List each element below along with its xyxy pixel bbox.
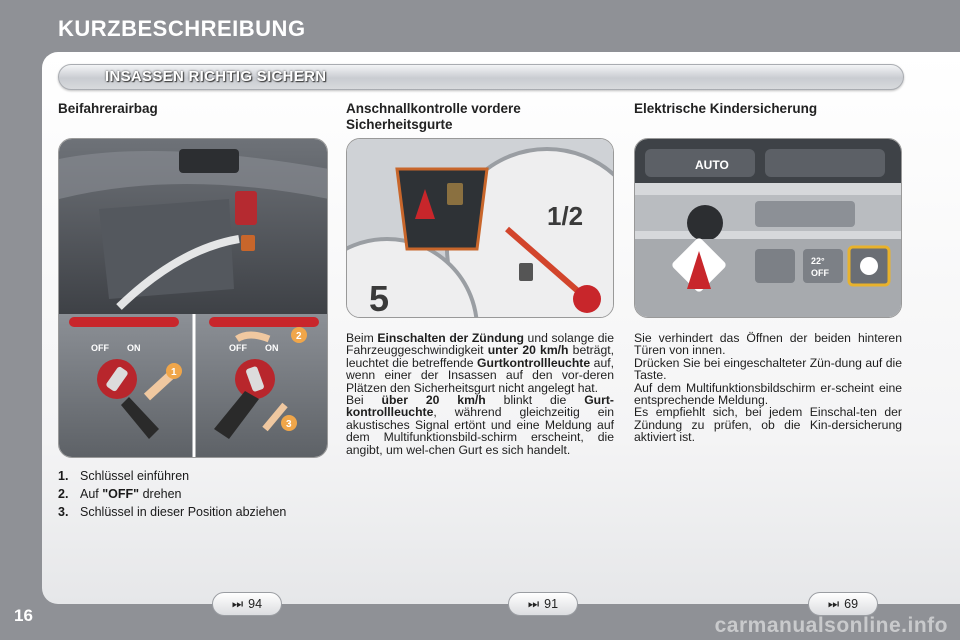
child-lock-photo (634, 138, 902, 318)
seatbelt-heading: Anschnallkontrolle vordere Sicherheitsgurte (346, 101, 521, 132)
switch-off-label-2: OFF (229, 343, 247, 353)
volume-knob (687, 205, 723, 241)
page-header-title: KURZBESCHREIBUNG (58, 16, 306, 41)
watermark: carmanualsonline.info (714, 614, 948, 637)
callout-1-label: 1 (171, 367, 177, 378)
step-3: 3. Schlüssel in dieser Position abziehen (58, 505, 287, 519)
seatbelt-text (346, 332, 614, 456)
auto-label: AUTO (695, 158, 729, 172)
skip-forward-icon: ⏭ (827, 596, 840, 611)
instrument-cluster-illustration (347, 139, 614, 318)
page-ref-91[interactable]: ⏭ 91 (508, 592, 578, 616)
airbag-illustration (59, 139, 328, 458)
page-number: 16 (14, 606, 33, 625)
skip-forward-icon: ⏭ (231, 596, 244, 611)
child-lock-paragraph-1: Sie verhindert das Öffnen der beiden hinteren Türen von innen. (634, 331, 902, 358)
child-lock-paragraph-3: Auf dem Multifunktionsbildschirm er-scheint eine entsprechende Meldung. (634, 380, 902, 408)
switch-on-label-2: ON (265, 343, 279, 353)
airbag-heading: Beifahrerairbag (58, 101, 158, 116)
seatbelt-paragraph-1: Beim Einschalten der Zündung und solange die Fahrzeuggeschwindigkeit unter 20 km/h beträgt, leuchtet die betreffende Gurtkontrollleuchte auf, wenn einer der Insassen auf den vor-deren Plätzen den Sicherheitsgurt nicht angelegt hat. (346, 331, 615, 395)
airbag-photo (58, 138, 328, 458)
callout-2-label: 2 (296, 331, 302, 342)
switch-off-label-1: OFF (91, 343, 109, 353)
gauge-five-label: 5 (369, 278, 390, 318)
page-ref-69[interactable]: ⏭ 69 (808, 592, 878, 616)
step-2: 2. Auf "OFF" drehen (58, 487, 182, 501)
callout-3-label: 3 (286, 419, 292, 430)
child-lock-paragraph-2: Drücken Sie bei eingeschalteter Zün-dung auf die Taste. (634, 355, 902, 383)
warning-panel (397, 169, 487, 249)
section-banner (58, 64, 904, 90)
seatbelt-photo (346, 138, 614, 318)
skip-forward-icon: ⏭ (527, 596, 540, 611)
airbag-warning-icon (235, 191, 257, 225)
step-1: 1. Schlüssel einführen (58, 469, 190, 483)
child-lock-heading: Elektrische Kindersicherung (634, 101, 818, 116)
section-title: INSASSEN RICHTIG SICHERN (105, 68, 327, 85)
switch-on-label-1: ON (127, 343, 141, 353)
seatbelt-paragraph-2: Bei über 20 km/h blinkt die Gurt-kontrollleuchte, während gleichzeitig ein akustisches Signal ertönt und eine Meldung auf dem Multifunktionsbild-schirm erscheint, die angibt, um wel-chen Gurt es sich handelt. (346, 393, 614, 457)
gauge-half-label: 1/2 (547, 201, 584, 231)
off-label: OFF (811, 268, 829, 278)
airbag-steps (58, 467, 328, 521)
center-console-illustration (635, 139, 902, 318)
page-ref-94[interactable]: ⏭ 94 (212, 592, 282, 616)
child-lock-text (634, 332, 902, 444)
child-lock-paragraph-4: Es empfiehlt sich, bei jedem Einschal-ten der Zündung zu prüfen, ob die Kin-dersicherung aktiviert ist. (634, 405, 902, 445)
temp-label: 22° (811, 256, 825, 266)
